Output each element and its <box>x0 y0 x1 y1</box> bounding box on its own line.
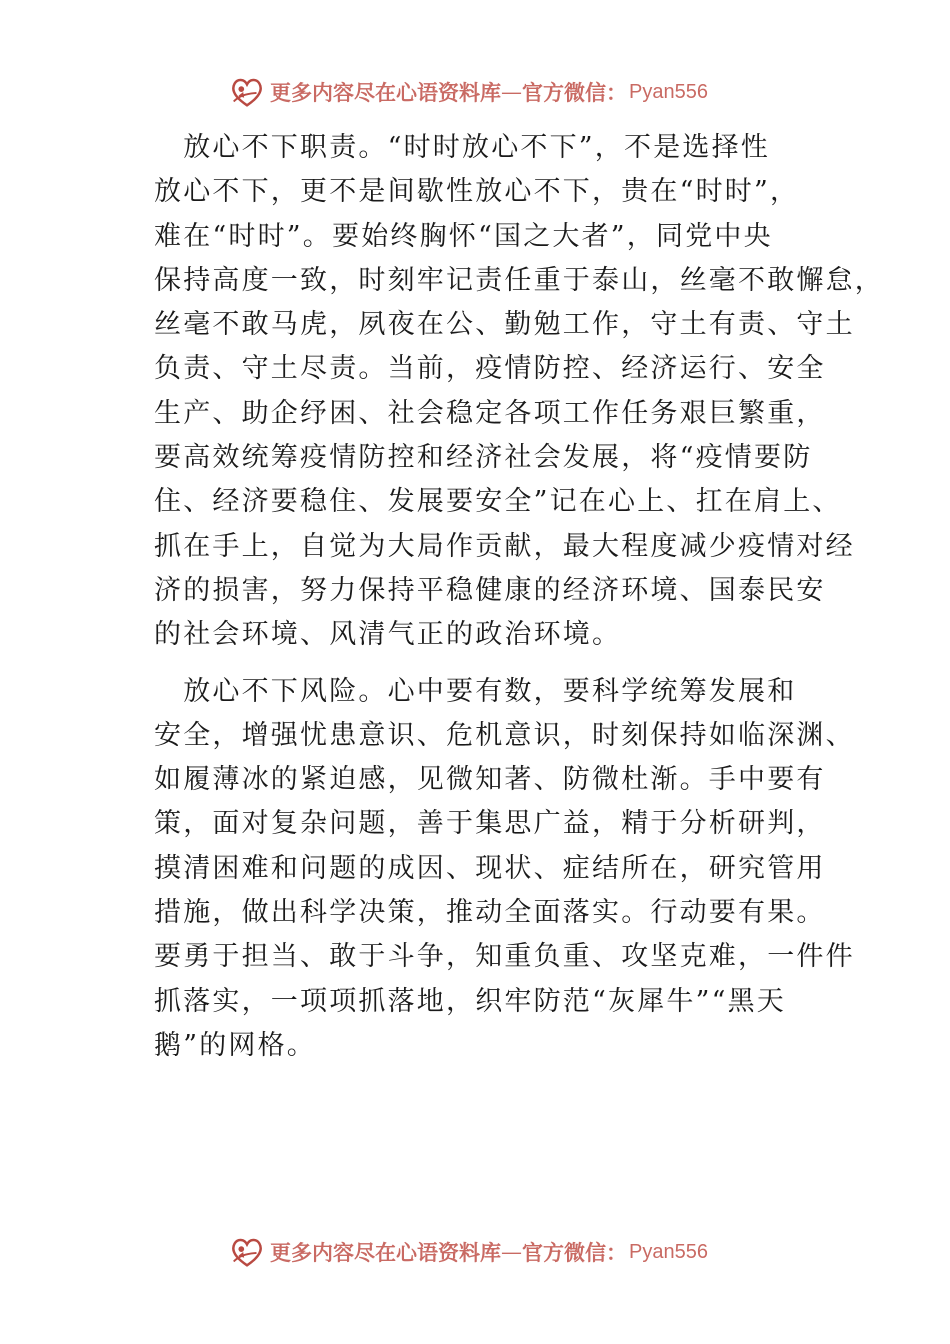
text-line: 要高效统筹疫情防控和经济社会发展，将“疫情要防 <box>154 442 813 474</box>
text-line: 丝毫不敢马虎，夙夜在公、勤勉工作，守土有责、守土 <box>154 309 855 341</box>
text-line: 抓在手上，自觉为大局作贡献，最大程度减少疫情对经 <box>154 530 855 562</box>
text-line: 放心不下风险。心中要有数，要科学统筹发展和 <box>154 675 797 707</box>
paragraph-risk <box>154 670 855 1069</box>
banner-wechat-id: Pyan556 <box>629 1240 708 1263</box>
banner-separator: — <box>501 80 522 104</box>
text-line: 安全，增强忧患意识、危机意识，时刻保持如临深渊、 <box>154 719 855 751</box>
text-line: 策，面对复杂问题，善于集思广益，精于分析研判， <box>154 808 826 840</box>
text-line: 抓落实，一项项抓落地，织牢防范“灰犀牛”“黑天 <box>154 985 787 1017</box>
text-line: 鹅”的网格。 <box>154 1029 317 1061</box>
text-line: 措施，做出科学决策，推动全面落实。行动要有果。 <box>154 897 826 929</box>
banner-separator: — <box>501 1240 522 1264</box>
heart-logo-icon <box>228 1233 266 1271</box>
text-line: 住、经济要稳住、发展要安全”记在心上、扛在肩上、 <box>154 486 842 518</box>
text-line: 要勇于担当、敢于斗争，知重负重、攻坚克难，一件件 <box>154 941 855 973</box>
header-watermark-banner <box>228 72 748 112</box>
banner-text: 更多内容尽在心语资料库 <box>270 1240 501 1265</box>
heart-logo-icon <box>228 73 266 111</box>
text-line: 放心不下，更不是间歇性放心不下，贵在“时时”， <box>154 176 800 208</box>
text-line: 的社会环境、风清气正的政治环境。 <box>154 619 622 651</box>
text-line: 负责、守土尽责。当前，疫情防控、经济运行、安全 <box>154 353 826 385</box>
text-line: 如履薄冰的紧迫感，见微知著、防微杜渐。手中要有 <box>154 764 826 796</box>
banner-wechat-id: Pyan556 <box>629 80 708 103</box>
text-line: 放心不下职责。“时时放心不下”，不是选择性 <box>154 132 771 163</box>
document-body <box>154 126 884 1068</box>
banner-label: 官方微信： <box>522 80 627 105</box>
text-line: 难在“时时”。要始终胸怀“国之大者”，同党中央 <box>154 220 773 252</box>
text-line: 济的损害，努力保持平稳健康的经济环境、国泰民安 <box>154 574 826 606</box>
text-line: 摸清困难和问题的成因、现状、症结所在，研究管用 <box>154 852 826 884</box>
banner-text: 更多内容尽在心语资料库 <box>270 80 501 105</box>
paragraph-duty <box>154 126 884 658</box>
footer-watermark-banner <box>228 1232 748 1272</box>
text-line: 生产、助企纾困、社会稳定各项工作任务艰巨繁重， <box>154 397 826 429</box>
text-line: 保持高度一致，时刻牢记责任重于泰山，丝毫不敢懈怠， <box>154 264 884 296</box>
banner-label: 官方微信： <box>522 1240 627 1265</box>
